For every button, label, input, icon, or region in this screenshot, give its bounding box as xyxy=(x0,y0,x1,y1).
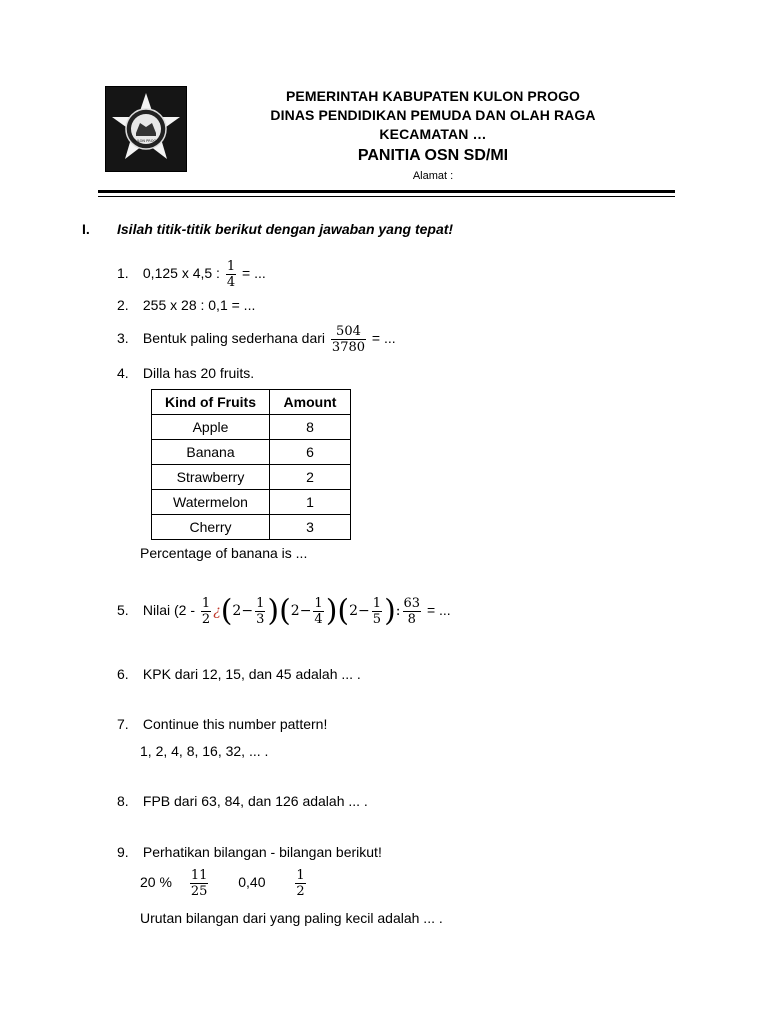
paren-open: ( xyxy=(337,593,350,629)
fraction-numerator: 1 xyxy=(226,259,236,274)
question-3 xyxy=(117,324,396,355)
fraction-denominator: 3780 xyxy=(331,340,366,355)
fraction-numerator: 1 xyxy=(372,596,382,611)
fraction-denominator: 5 xyxy=(372,612,382,627)
paren-open: ( xyxy=(279,593,291,629)
question-answer-blank: = ... xyxy=(426,602,451,619)
question-text: 255 x 28 : 0,1 = ... xyxy=(142,297,256,313)
fraction xyxy=(331,324,366,355)
question-4 xyxy=(117,365,254,381)
fraction-numerator: 11 xyxy=(190,868,208,883)
question-number: 1. xyxy=(117,265,129,282)
paren-open: ( xyxy=(220,593,233,629)
table-cell: Banana xyxy=(152,440,270,465)
term-two: 2− xyxy=(232,603,254,620)
fraction-denominator: 25 xyxy=(190,884,208,899)
fraction-denominator: 2 xyxy=(296,884,305,899)
fraction-denominator: 4 xyxy=(314,612,323,627)
section-instruction: Isilah titik-titik berikut dengan jawaban yang tepat! xyxy=(117,221,454,237)
number-list xyxy=(140,868,308,899)
header-address: Alamat : xyxy=(412,170,454,182)
header-divider-thick xyxy=(98,190,675,193)
table-cell: Watermelon xyxy=(152,490,270,515)
question-text: Perhatikan bilangan - bilangan berikut! xyxy=(142,844,382,860)
fraction xyxy=(295,868,305,899)
section-number: I. xyxy=(82,221,90,237)
fraction-denominator: 2 xyxy=(201,612,211,627)
paren-close: ) xyxy=(384,593,396,629)
letterhead xyxy=(200,87,666,184)
fraction-numerator: 504 xyxy=(331,324,366,340)
question-text: 0,125 x 4,5 : xyxy=(142,265,220,282)
question-text: Nilai (2 - xyxy=(142,602,196,619)
question-number: 7. xyxy=(117,716,129,732)
fraction-numerator: 1 xyxy=(314,596,323,611)
fraction-denominator: 4 xyxy=(226,275,236,290)
colon: : xyxy=(395,603,401,620)
table-row xyxy=(152,440,351,465)
question-number: 4. xyxy=(117,365,129,381)
kulon-progo-logo xyxy=(105,86,187,172)
question-5 xyxy=(117,593,451,629)
fraction xyxy=(313,596,323,627)
table-row xyxy=(152,490,351,515)
question-text: KPK dari 12, 15, dan 45 adalah ... . xyxy=(142,666,361,682)
question-number: 8. xyxy=(117,793,129,809)
fraction xyxy=(403,596,422,627)
table-header-row xyxy=(152,390,351,415)
fruits-table xyxy=(151,389,351,540)
value-percent: 20 % xyxy=(140,874,172,891)
question-4-footer: Percentage of banana is ... xyxy=(140,545,308,561)
term-two: 2− xyxy=(349,603,370,620)
table-cell: 1 xyxy=(270,490,351,515)
question-text: Dilla has 20 fruits. xyxy=(142,365,255,381)
question-text: FPB dari 63, 84, dan 126 adalah ... . xyxy=(142,793,368,809)
paren-close: ) xyxy=(267,593,280,629)
fraction xyxy=(190,868,209,899)
question-9-footer: Urutan bilangan dari yang paling kecil adalah ... . xyxy=(140,910,443,926)
header-divider-thin xyxy=(98,196,675,197)
table-cell: Strawberry xyxy=(152,465,270,490)
question-9 xyxy=(117,844,382,860)
question-text: Bentuk paling sederhana dari xyxy=(142,330,326,347)
question-8 xyxy=(117,793,368,809)
table-row xyxy=(152,465,351,490)
paren-close: ) xyxy=(325,593,338,629)
fraction-numerator: 63 xyxy=(403,596,421,611)
question-number: 6. xyxy=(117,666,129,682)
header-line-2: DINAS PENDIDIKAN PEMUDA DAN OLAH RAGA xyxy=(270,107,596,123)
glitch-glyph: ¿ xyxy=(213,603,221,620)
table-cell: 3 xyxy=(270,515,351,540)
column-header-amount: Amount xyxy=(270,390,351,415)
fraction xyxy=(372,596,382,627)
header-title: PANITIA OSN SD/MI xyxy=(357,147,509,164)
table-cell: 2 xyxy=(270,465,351,490)
table-cell: Cherry xyxy=(152,515,270,540)
fraction-numerator: 1 xyxy=(201,596,211,611)
header-line-1: PEMERINTAH KABUPATEN KULON PROGO xyxy=(285,88,581,104)
fraction-numerator: 1 xyxy=(296,868,305,883)
table-cell: 8 xyxy=(270,415,351,440)
column-header-kind: Kind of Fruits xyxy=(152,390,270,415)
table-cell: 6 xyxy=(270,440,351,465)
number-sequence: 1, 2, 4, 8, 16, 32, ... . xyxy=(140,743,269,759)
fraction-denominator: 3 xyxy=(256,612,265,627)
question-number: 3. xyxy=(117,330,129,347)
header-line-3: KECAMATAN … xyxy=(379,126,487,142)
question-6 xyxy=(117,666,361,682)
value-decimal: 0,40 xyxy=(238,874,266,891)
table-cell: Apple xyxy=(152,415,270,440)
question-7 xyxy=(117,716,327,732)
question-2 xyxy=(117,297,255,313)
logo-text: KULON PROGO xyxy=(133,139,159,143)
fraction-numerator: 1 xyxy=(256,596,265,611)
fraction-denominator: 8 xyxy=(407,612,416,627)
question-answer-blank: = ... xyxy=(242,265,266,282)
table-row xyxy=(152,415,351,440)
term-two: 2− xyxy=(290,603,312,620)
question-text: Continue this number pattern! xyxy=(142,716,328,732)
fraction xyxy=(226,259,236,290)
fraction xyxy=(255,596,265,627)
question-answer-blank: = ... xyxy=(371,330,396,347)
table-row xyxy=(152,515,351,540)
question-number: 5. xyxy=(117,602,129,619)
question-number: 2. xyxy=(117,297,129,313)
question-1 xyxy=(117,259,266,290)
question-number: 9. xyxy=(117,844,129,860)
fraction xyxy=(201,596,211,627)
